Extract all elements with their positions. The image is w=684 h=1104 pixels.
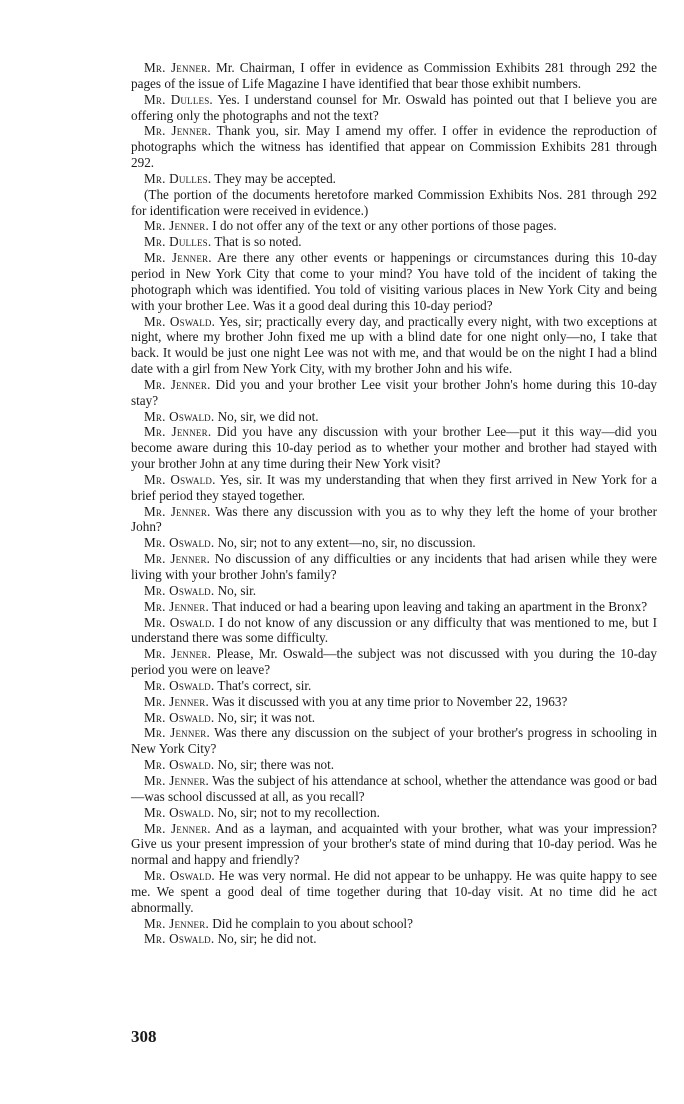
paragraph-text: Are there any other events or happenings or circumstances during this 10-day period in New York City that come to your mind? You have told of the incident of taking the photograph which was identified. You told of visiting various places in New York City and being with your brother Lee. Was it a good deal during this 10-day period? — [131, 250, 657, 313]
paragraph-text: Was it discussed with you at any time prior to November 22, 1963? — [212, 693, 568, 709]
paragraph-text: That is so noted. — [214, 234, 302, 250]
paragraph-text: Please, Mr. Oswald—the subject was not discussed with you during the 10-day period you were on leave? — [131, 646, 657, 678]
speaker-name: Mr. Oswald. — [144, 535, 215, 551]
paragraph-text: No, sir; he did not. — [217, 931, 317, 947]
speaker-name: Mr. Oswald. — [144, 677, 215, 693]
paragraph-text: Was there any discussion with you as to why they left the home of your brother John? — [131, 503, 658, 535]
speaker-name: Mr. Jenner. — [144, 725, 210, 741]
paragraph-text: No, sir; it was not. — [217, 709, 316, 725]
paragraph-text: Yes, sir; practically every day, and practically every night, with two exceptions at night, where my brother John fixed me up with a blind date for one night only—no, I take that back. It would be just one night Lee was not with me, and that would be on the night I had a blind date with a girl from New York City, with my brother John and his wife. — [131, 313, 657, 377]
speaker-name: Mr. Oswald. — [144, 313, 216, 329]
testimony-paragraph — [131, 694, 657, 710]
testimony-paragraph — [131, 187, 657, 219]
speaker-name: Mr. Oswald. — [144, 757, 215, 773]
speaker-name: Mr. Jenner. — [144, 60, 211, 75]
testimony-paragraph — [131, 583, 657, 599]
paragraph-text: Was the subject of his attendance at school, whether the attendance was good or bad—was school discussed at all, as you recall? — [131, 772, 658, 804]
paragraph-text: I do not know of any discussion or any difficulty that was mentioned to me, but I understand there was some difficulty. — [131, 614, 658, 646]
testimony-paragraph — [131, 551, 657, 583]
paragraph-text: That's correct, sir. — [217, 677, 312, 693]
testimony-paragraph — [131, 821, 657, 869]
testimony-paragraph — [131, 725, 657, 757]
speaker-name: Mr. Jenner. — [144, 772, 210, 788]
testimony-paragraph — [131, 678, 657, 694]
paragraph-text: No, sir; not to my recollection. — [217, 804, 380, 820]
paragraph-text: Did you and your brother Lee visit your brother John's home during this 10-day stay? — [131, 376, 658, 408]
speaker-name: Mr. Jenner. — [144, 376, 211, 392]
paragraph-text: Mr. Chairman, I offer in evidence as Commission Exhibits 281 through 292 the pages of the issue of Life Magazine I have identified that bear those exhibit numbers. — [131, 60, 657, 91]
speaker-name: Mr. Jenner. — [144, 250, 212, 266]
testimony-paragraph — [131, 805, 657, 821]
page-number: 308 — [131, 1027, 157, 1046]
speaker-name: Mr. Jenner. — [144, 693, 209, 709]
speaker-name: Mr. Jenner. — [144, 218, 209, 234]
paragraph-text: No, sir. — [217, 582, 257, 598]
speaker-name: Mr. Oswald. — [144, 804, 215, 820]
testimony-paragraph — [131, 931, 657, 947]
paragraph-text: Did he complain to you about school? — [212, 915, 413, 931]
speaker-name: Mr. Jenner. — [144, 598, 209, 614]
paragraph-text: Thank you, sir. May I amend my offer. I offer in evidence the reproduction of photographs which the witness has identified that appear on Commission Exhibits 281 through 292. — [131, 123, 657, 171]
testimony-paragraph — [131, 250, 657, 313]
speaker-name: Mr. Oswald. — [144, 582, 215, 598]
testimony-paragraph — [131, 757, 657, 773]
paragraph-text: Yes, sir. It was my understanding that when they first arrived in New York for a brief period they stayed together. — [131, 471, 657, 503]
testimony-paragraph — [131, 424, 657, 472]
testimony-paragraph — [131, 646, 657, 678]
testimony-paragraph — [131, 171, 657, 187]
paragraph-text: No, sir; not to any extent—no, sir, no discussion. — [217, 535, 476, 551]
speaker-name: Mr. Oswald. — [144, 471, 216, 487]
testimony-paragraph — [131, 773, 657, 805]
paragraph-text: They may be accepted. — [214, 170, 336, 186]
paragraph-text: No discussion of any difficulties or any incidents that had arisen while they were living with your brother John's family? — [131, 551, 657, 582]
speaker-name: Mr. Dulles. — [144, 170, 212, 186]
testimony-paragraph — [131, 868, 657, 916]
paragraph-text: And as a layman, and acquainted with your brother, what was your impression? Give us your present impression of your brother's state of mind during that 10-day period. Was he normal and happy and friendly? — [131, 820, 657, 868]
speaker-name: Mr. Jenner. — [144, 503, 211, 519]
testimony-paragraph — [131, 504, 657, 536]
paragraph-text: Yes. I understand counsel for Mr. Oswald has pointed out that I believe you are offering only the photographs and not the text? — [131, 91, 658, 123]
paragraph-text: No, sir; there was not. — [217, 757, 335, 773]
paragraph-text: Did you have any discussion with your brother Lee—put it this way—did you become aware during this 10-day period as to whether your mother and brother had stayed with your brother John at any time during their New York visit? — [131, 424, 658, 472]
paragraph-text: Was there any discussion on the subject of your brother's progress in schooling in New York City? — [131, 725, 657, 757]
testimony-paragraph — [131, 234, 657, 250]
testimony-paragraph — [131, 916, 657, 932]
speaker-name: Mr. Jenner. — [144, 424, 212, 440]
speaker-name: Mr. Jenner. — [144, 646, 212, 662]
speaker-name: Mr. Oswald. — [144, 614, 216, 630]
speaker-name: Mr. Oswald. — [144, 931, 215, 947]
paragraph-text: That induced or had a bearing upon leaving and taking an apartment in the Bronx? — [212, 598, 648, 614]
speaker-name: Mr. Dulles. — [144, 234, 212, 250]
testimony-paragraph — [131, 92, 657, 124]
testimony-paragraph — [131, 599, 657, 615]
paragraph-text: I do not offer any of the text or any other portions of those pages. — [212, 218, 557, 234]
speaker-name: Mr. Jenner. — [144, 123, 212, 139]
testimony-paragraph — [131, 314, 657, 377]
speaker-name: Mr. Dulles. — [144, 91, 213, 107]
testimony-paragraph — [131, 60, 657, 92]
speaker-name: Mr. Oswald. — [144, 868, 215, 884]
testimony-paragraph — [131, 710, 657, 726]
speaker-name: Mr. Jenner. — [144, 551, 211, 567]
speaker-name: Mr. Oswald. — [144, 408, 215, 424]
speaker-name: Mr. Oswald. — [144, 709, 215, 725]
testimony-paragraph — [131, 218, 657, 234]
testimony-paragraph — [131, 123, 657, 171]
paragraph-text: No, sir, we did not. — [217, 408, 319, 424]
speaker-name: Mr. Jenner. — [144, 820, 211, 836]
testimony-paragraph — [131, 409, 657, 425]
testimony-paragraph — [131, 615, 657, 647]
paragraph-text: (The portion of the documents heretofore marked Commission Exhibits Nos. 281 through 292 for identification were received in evidence.) — [131, 186, 657, 218]
speaker-name: Mr. Jenner. — [144, 915, 209, 931]
testimony-paragraph — [131, 377, 657, 409]
testimony-paragraph — [131, 472, 657, 504]
testimony-text — [131, 60, 657, 947]
testimony-paragraph — [131, 535, 657, 551]
paragraph-text: He was very normal. He did not appear to be unhappy. He was quite happy to see me. We spent a good deal of time together during that 10-day visit. At no time did he act abnormally. — [131, 868, 658, 915]
